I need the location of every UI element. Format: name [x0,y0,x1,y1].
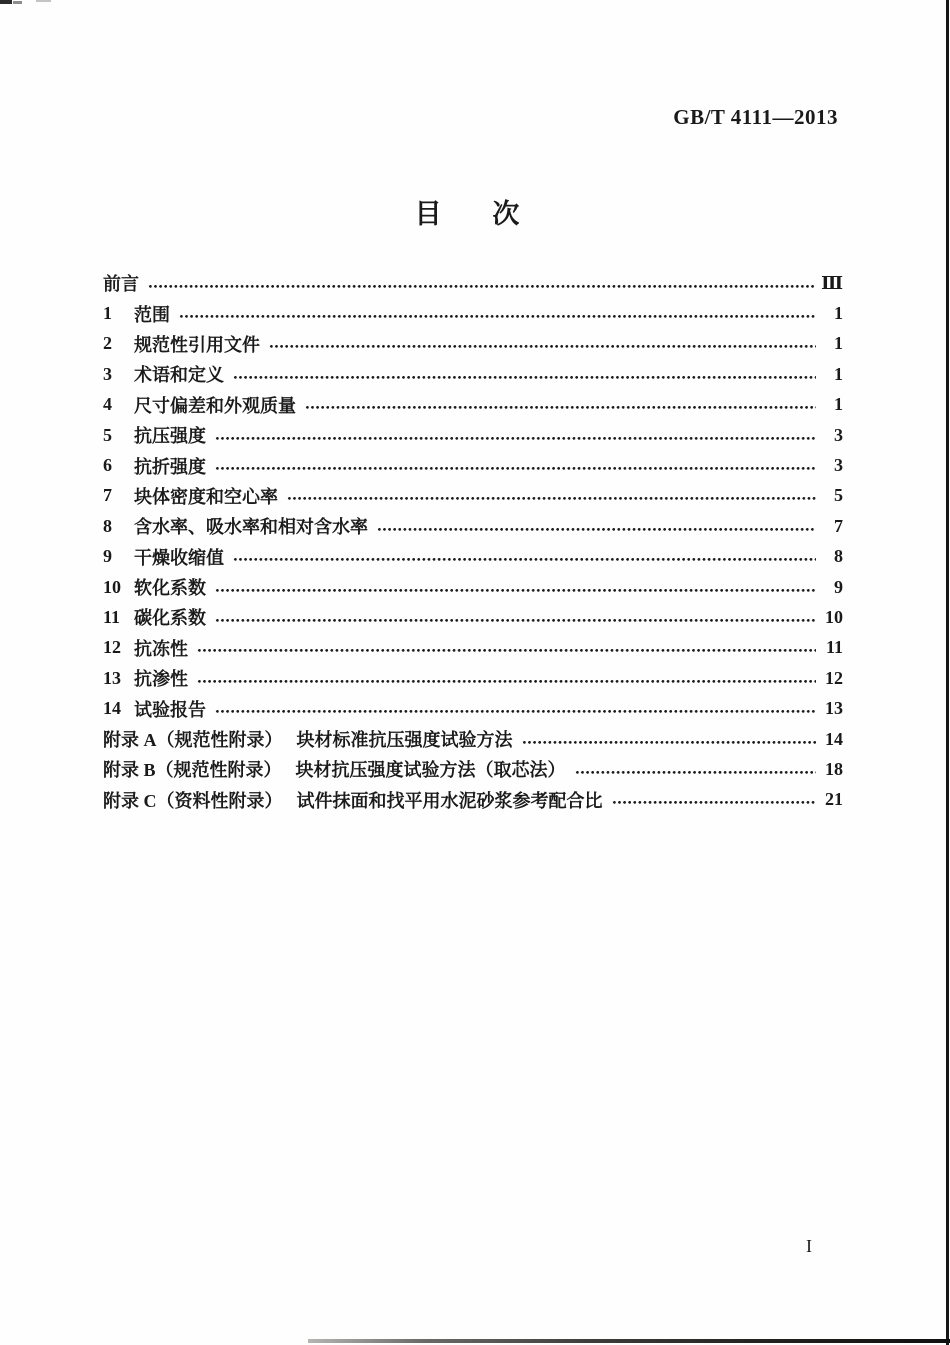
toc-entry-number: 6 [103,455,112,476]
dot-leader [522,740,817,745]
toc-entry-page-number: 1 [834,363,843,384]
toc-entry-page-number: 7 [834,515,843,536]
toc-entry-title: 块材抗压强度试验方法（取芯法） [295,760,566,781]
toc-entry [103,693,843,723]
footer-page-number: I [806,1236,812,1256]
toc-entry-number: 7 [103,485,112,506]
dot-leader [179,314,816,319]
toc-entry-page-number: 1 [834,394,843,415]
table-of-contents [103,268,843,815]
toc-entry [103,329,843,359]
toc-entry-title: 试件抹面和找平用水泥砂浆参考配合比 [296,790,603,811]
toc-entry-page-number: 5 [834,485,843,506]
toc-entry [103,663,843,693]
toc-entry-page-number: 11 [825,637,843,658]
toc-entry [103,572,843,602]
toc-entry [103,633,843,663]
toc-entry-number: 3 [103,363,112,384]
dot-leader [575,770,816,775]
toc-entry-title: 尺寸偏差和外观质量 [134,395,296,416]
toc-entry-page-number: 3 [834,424,843,445]
scan-bottom-streak [308,1339,950,1343]
toc-entry [103,268,843,298]
dot-leader [215,709,816,714]
dot-leader [233,375,816,380]
dot-leader [215,436,816,441]
toc-entry-title: 块材标准抗压强度试验方法 [296,730,513,751]
toc-entry [103,602,843,632]
standard-number: GB/T 4111—2013 [673,105,838,129]
toc-entry-page-number: 13 [825,698,843,719]
toc-entry-page-number: Ⅲ [821,272,843,293]
toc-entry-number: 14 [103,698,121,719]
toc-entry-number: 1 [103,303,112,324]
toc-entry-number: 4 [103,394,112,415]
toc-entry [103,390,843,420]
toc-entry-number: 8 [103,515,112,536]
toc-entry-title: 抗压强度 [134,426,206,447]
toc-entry-page-number: 3 [834,455,843,476]
toc-entry-page-number: 18 [825,758,843,779]
toc-entry [103,481,843,511]
toc-entry-page-number: 1 [834,333,843,354]
toc-entry-page-number: 1 [834,303,843,324]
toc-entry [103,511,843,541]
toc-entry-number: 9 [103,546,112,567]
toc-entry-page-number: 21 [825,789,843,810]
dot-leader [377,527,816,532]
toc-entry [103,420,843,450]
dot-leader [269,344,816,349]
scan-speck [13,1,22,4]
toc-entry-number: 2 [103,333,112,354]
toc-entry-title: 抗冻性 [134,638,188,659]
toc-entry-page-number: 12 [825,667,843,688]
dot-leader [233,557,816,562]
scan-speck [0,0,12,4]
scan-edge-line [946,0,949,1345]
dot-leader [215,466,816,471]
toc-entry-page-number: 10 [825,606,843,627]
toc-entry-title: 含水率、吸水率和相对含水率 [134,517,368,538]
toc-entry-number: 附录 B（规范性附录） [103,760,282,781]
dot-leader [148,284,816,289]
toc-entry-number: 12 [103,637,121,658]
dot-leader [197,679,816,684]
toc-entry-page-number: 8 [834,546,843,567]
toc-entry-title: 块体密度和空心率 [134,486,278,507]
toc-entry-title: 试验报告 [134,699,206,720]
toc-entry [103,450,843,480]
dot-leader [215,618,816,623]
dot-leader [287,496,816,501]
toc-entry-title: 规范性引用文件 [134,334,260,355]
toc-entry [103,542,843,572]
toc-entry [103,298,843,328]
toc-entry-title: 术语和定义 [134,365,224,386]
toc-entry [103,754,843,784]
toc-entry-number: 附录 C（资料性附录） [103,790,283,811]
toc-entry-title: 碳化系数 [134,608,206,629]
dot-leader [612,800,817,805]
toc-entry-title: 抗渗性 [134,669,188,690]
toc-entry-title: 干燥收缩值 [134,547,224,568]
toc-entry [103,359,843,389]
toc-entry-number: 13 [103,667,121,688]
toc-entry-number: 11 [103,606,121,627]
toc-entry [103,724,843,754]
dot-leader [197,648,816,653]
dot-leader [215,588,816,593]
dot-leader [305,405,816,410]
toc-entry-title: 前言 [103,274,139,295]
toc-entry-title: 抗折强度 [134,456,206,477]
toc-entry-number: 附录 A（规范性附录） [103,730,283,751]
scan-speck [36,0,51,2]
toc-entry-title: 范围 [134,304,170,325]
toc-entry-number: 5 [103,424,112,445]
page-title: 目 次 [414,199,521,229]
toc-entry-page-number: 14 [825,728,843,749]
toc-entry-number: 10 [103,576,121,597]
toc-entry [103,785,843,815]
toc-entry-page-number: 9 [834,576,843,597]
toc-entry-title: 软化系数 [134,578,206,599]
